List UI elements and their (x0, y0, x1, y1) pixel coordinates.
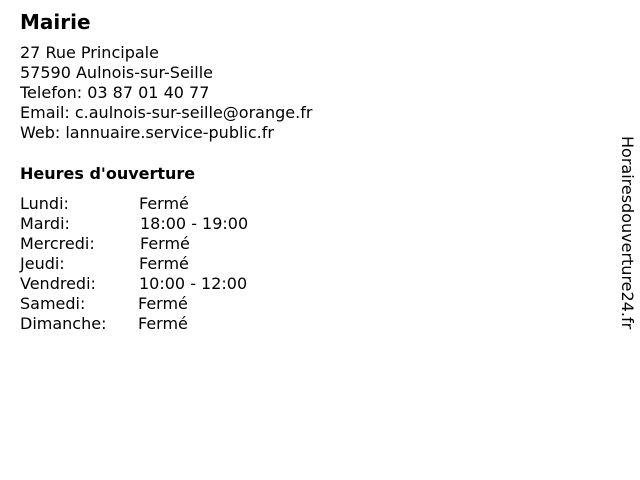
day-label: Vendredi: (20, 274, 96, 293)
website: Web: lannuaire.service-public.fr (20, 123, 274, 142)
hours-value: 18:00 - 19:00 (140, 214, 249, 233)
hours-value: Fermé (138, 314, 188, 333)
city-postal-code: 57590 Aulnois-sur-Seille (20, 63, 213, 82)
page-title: Mairie (20, 10, 91, 34)
email-address: Email: c.aulnois-sur-seille@orange.fr (20, 103, 313, 122)
site-watermark: Horairesdouverture24.fr (618, 136, 637, 330)
hours-value: Fermé (140, 234, 190, 253)
hours-value: 10:00 - 12:00 (139, 274, 248, 293)
street-address: 27 Rue Principale (20, 43, 159, 62)
day-label: Dimanche: (20, 314, 107, 333)
day-label: Jeudi: (20, 254, 65, 273)
day-label: Mardi: (20, 214, 70, 233)
phone-number: Telefon: 03 87 01 40 77 (20, 83, 210, 102)
opening-hours-heading: Heures d'ouverture (20, 164, 196, 183)
hours-value: Fermé (139, 254, 189, 273)
day-label: Mercredi: (20, 234, 95, 253)
contact-block (20, 43, 312, 143)
day-label: Samedi: (20, 294, 86, 313)
hours-value: Fermé (139, 194, 189, 213)
day-label: Lundi: (20, 194, 69, 213)
hours-value: Fermé (138, 294, 188, 313)
